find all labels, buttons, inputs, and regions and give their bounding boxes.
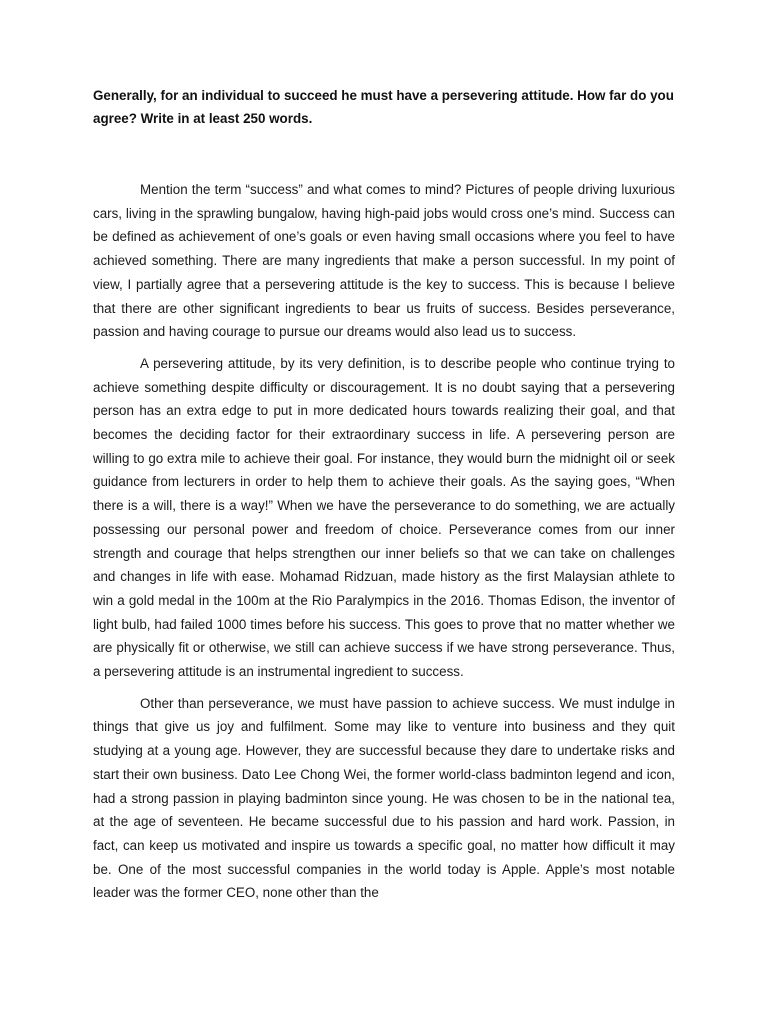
- essay-paragraph-passion: Other than perseverance, we must have passion to achieve success. We must indulge in things that give us joy and fulfilment. Some may like to venture into business and they quit studying at a young age. However, they are successful because they dare to undertake risks and start their own business. Dato Lee Chong Wei, the former world-class badminton legend and icon, had a strong passion in playing badminton since young. He was chosen to be in the national tea, at the age of seventeen. He became successful due to his passion and hard work. Passion, in fact, can keep us motivated and inspire us towards a specific goal, no matter how difficult it may be. One of the most successful companies in the world today is Apple. Apple’s most notable leader was the former CEO, none other than the: [93, 695, 675, 901]
- essay-paragraph-intro: Mention the term “success” and what comes to mind? Pictures of people driving luxurious cars, living in the sprawling bungalow, having high-paid jobs would cross one’s mind. Success can be defined as achievement of one’s goals or even having small occasions where you feel to have achieved something. There are many ingredients that make a person successful. In my point of view, I partially agree that a persevering attitude is the key to success. This is because I believe that there are other significant ingredients to bear us fruits of success. Besides perseverance, passion and having courage to pursue our dreams would also lead us to success.: [93, 182, 675, 340]
- essay-paragraph-perseverance: A persevering attitude, by its very definition, is to describe people who continue trying to achieve something despite difficulty or discouragement. It is no doubt saying that a persevering person has an extra edge to put in more dedicated hours towards realizing their goal, and that becomes the deciding factor for their extraordinary success in life. A persevering person are willing to go extra mile to achieve their goal. For instance, they would burn the midnight oil or seek guidance from lecturers in order to help them to achieve their goals. As the saying goes, “When there is a will, there is a way!” When we have the perseverance to do something, we are actually possessing our personal power and freedom of choice. Perseverance comes from our inner strength and courage that helps strengthen our inner beliefs so that we can take on challenges and changes in life with ease. Mohamad Ridzuan, made history as the first Malaysian athlete to win a gold medal in the 100m at the Rio Paralympics in the 2016. Thomas Edison, the inventor of light bulb, had failed 1000 times before his success. This goes to prove that no matter whether we are physically fit or otherwise, we still can achieve success if we have strong perseverance. Thus, a persevering attitude is an instrumental ingredient to success.: [93, 355, 675, 680]
- essay-body: [93, 84, 675, 913]
- essay-question: Generally, for an individual to succeed he must have a persevering attitude. How far do you agree? Write in at least 250 words.: [93, 88, 674, 126]
